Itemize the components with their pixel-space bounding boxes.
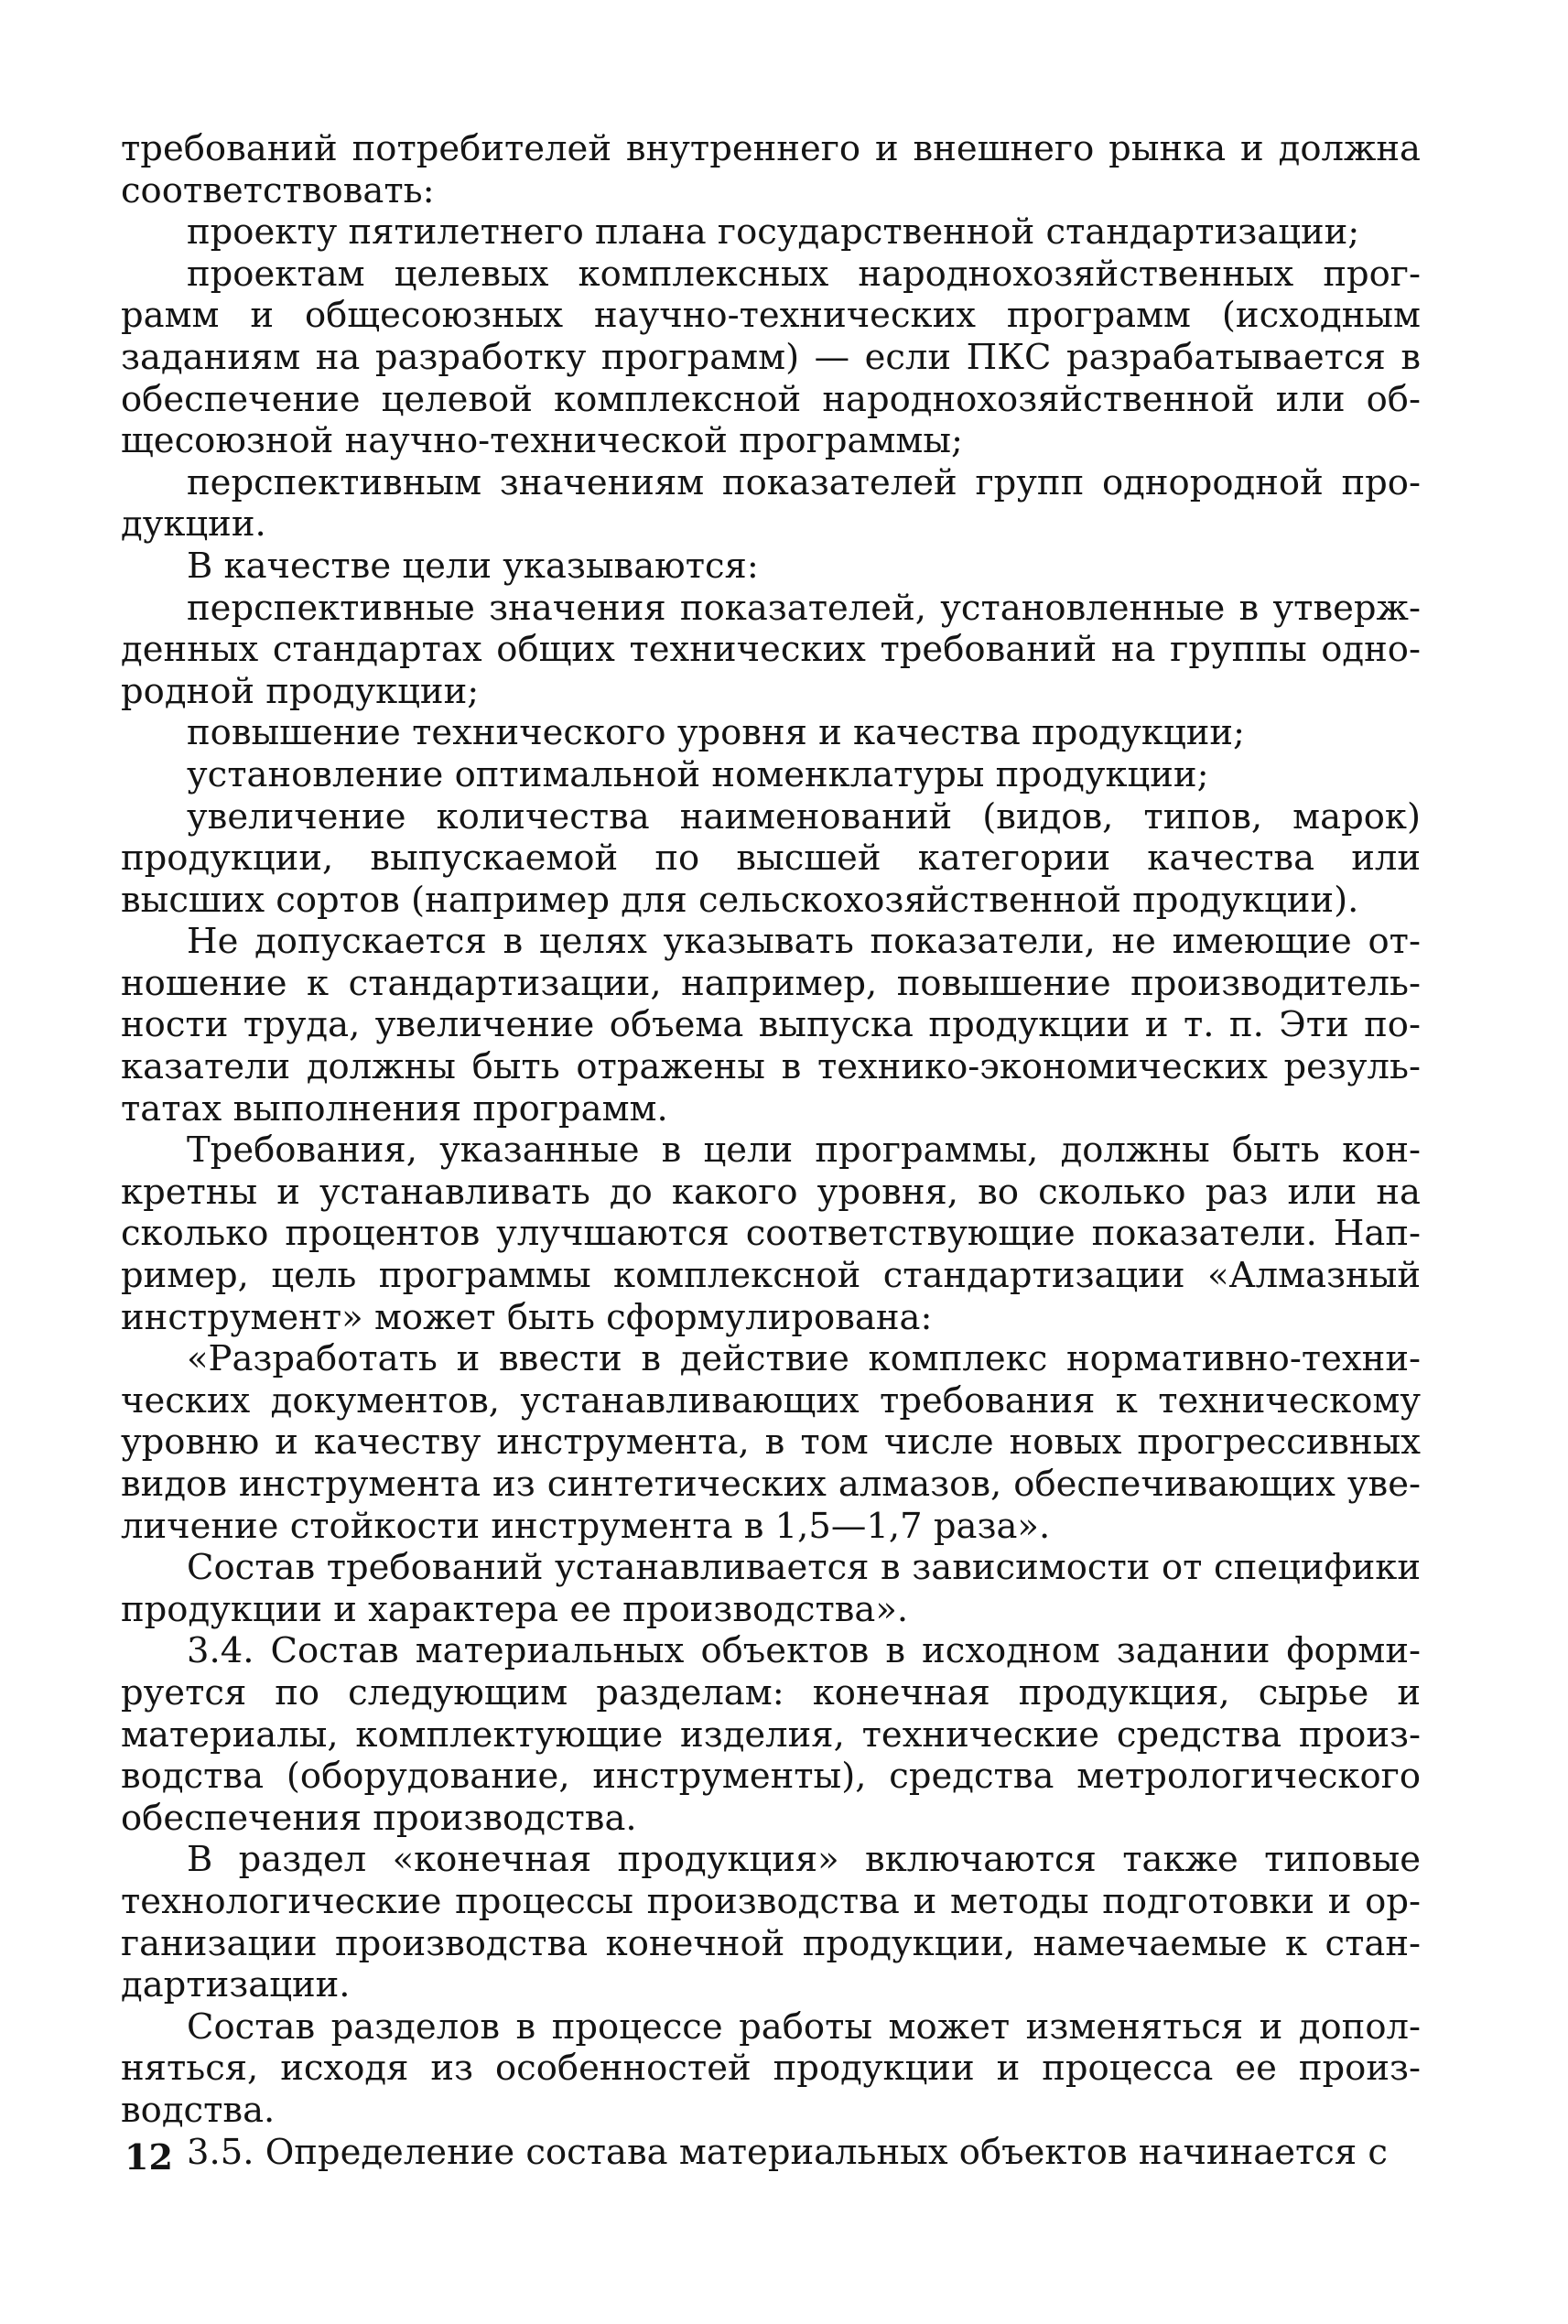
paragraph-example-quote: «Разработать и ввести в действие комплекс нормативно-технических документов, устанавливающих требования к техническому уровню и качеству инструмента, в том числе новых прогрессивных видов инструмента из синтетических алмазов, обеспечивающих увеличение стойкости инструмента в 1,5—1,7 раза». bbox=[121, 1338, 1421, 1547]
list-item-perspective-values: перспективным значениям показателей групп однородной продукции. bbox=[121, 461, 1421, 546]
paragraph-final-products: В раздел «конечная продукция» включаются также типовые технологические процессы производства и методы подготовки и организации производства конечной продукции, намечаемые к стандартизации. bbox=[121, 1839, 1421, 2006]
paragraph-requirements: Требования, указанные в цели программы, должны быть конкретны и устанавливать до какого уровня, во сколько раз или на сколько процентов улучшаются соответствующие показатели. Например, цель программы комплексной стандартизации «Алмазный инструмент» может быть сформулирована: bbox=[121, 1130, 1421, 1338]
page-number: 12 bbox=[124, 2136, 173, 2178]
paragraph-not-allowed: Не допускается в целях указывать показатели, не имеющие отношение к стандартизации, например, повышение производительности труда, увеличение объема выпуска продукции и т. п. Эти показатели должны быть отражены в технико-экономических результатах выполнения программ. bbox=[121, 921, 1421, 1130]
list-item-goal-quality: повышение технического уровня и качества продукции; bbox=[187, 712, 1245, 754]
list-item-goal-values: перспективные значения показателей, установленные в утвержденных стандартах общих технических требований на группы однородной продукции; bbox=[121, 587, 1421, 712]
list-item-goal-categories: увеличение количества наименований (видов, типов, марок) продукции, выпускаемой по высшей категории качества или высших сортов (например для сельскохозяйственной продукции). bbox=[121, 795, 1421, 921]
paragraph-section-3-5: 3.5. Определение состава материальных объектов начинается с bbox=[187, 2131, 1388, 2173]
paragraph-composition: Состав требований устанавливается в зависимости от специфики продукции и характера ее производства». bbox=[121, 1547, 1421, 1630]
list-item-goal-nomenclature: установление оптимальной номенклатуры продукции; bbox=[187, 753, 1209, 795]
list-item-five-year-plan: проекту пятилетнего плана государственной стандартизации; bbox=[187, 211, 1360, 254]
paragraph-continuation: требований потребителей внутреннего и внешнего рынка и должна соответствовать: bbox=[121, 128, 1421, 211]
list-item-target-programs: проектам целевых комплексных народнохозяйственных программ и общесоюзных научно-технических программ (исходным заданиям на разработку программ) — если ПКС разрабатывается в обеспечение целевой комплексной народнохозяйственной или общесоюзной научно-технической программы; bbox=[121, 253, 1421, 462]
paragraph-sections-change: Состав разделов в процессе работы может изменяться и дополняться, исходя из особенностей продукции и процесса ее производства. bbox=[121, 2005, 1421, 2131]
paragraph-section-3-4: 3.4. Состав материальных объектов в исходном задании формируется по следующим разделам: конечная продукция, сырье и материалы, комплектующие изделия, технические средства производства (оборудование, инструменты), средства метрологического обеспечения производства. bbox=[121, 1630, 1421, 1839]
page-body bbox=[121, 128, 1421, 2173]
paragraph-goal-intro: В качестве цели указываются: bbox=[187, 545, 759, 587]
